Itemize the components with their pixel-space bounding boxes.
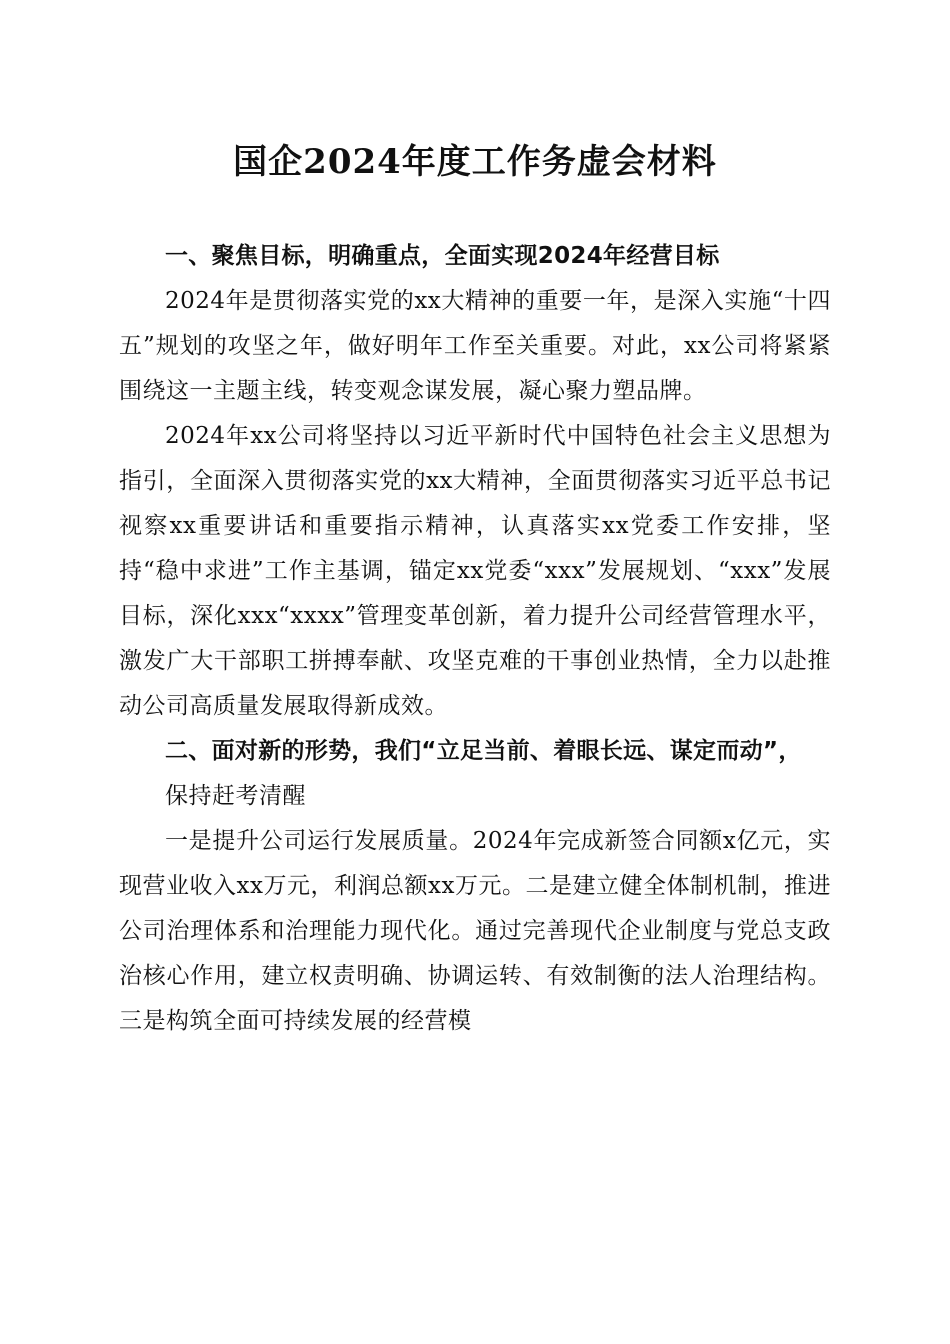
document-body xyxy=(119,234,831,1044)
section-heading-2: 二、面对新的形势，我们“立足当前、着眼长远、谋定而动”， xyxy=(165,738,802,764)
paragraph: 2024年是贯彻落实党的xx大精神的重要一年，是深入实施“十四五”规划的攻坚之年，做好明年工作至关重要。对此，xx公司将紧紧围绕这一主题主线，转变观念谋发展，凝心聚力塑品牌。 xyxy=(119,288,831,404)
document-title: 国企2024年度工作务虚会材料 xyxy=(233,142,717,182)
section-heading-1: 一、聚焦目标，明确重点，全面实现2024年经营目标 xyxy=(165,243,720,269)
paragraph: 保持赶考清醒 xyxy=(165,783,306,809)
paragraph: 一是提升公司运行发展质量。2024年完成新签合同额x亿元，实现营业收入xx万元，利润总额xx万元。二是建立健全体制机制，推进公司治理体系和治理能力现代化。通过完善现代企业制度与党总支政治核心作用，建立权责明确、协调运转、有效制衡的法人治理结构。三是构筑全面可持续发展的经营模 xyxy=(119,828,831,1034)
paragraph: 2024年xx公司将坚持以习近平新时代中国特色社会主义思想为指引，全面深入贯彻落实党的xx大精神，全面贯彻落实习近平总书记视察xx重要讲话和重要指示精神，认真落实xx党委工作安排，坚持“稳中求进”工作主基调，锚定xx党委“xxx”发展规划、“xxx”发展目标，深化xxx“xxxx”管理变革创新，着力提升公司经营管理水平，激发广大干部职工拼搏奉献、攻坚克难的干事创业热情，全力以赴推动公司高质量发展取得新成效。 xyxy=(119,423,831,719)
